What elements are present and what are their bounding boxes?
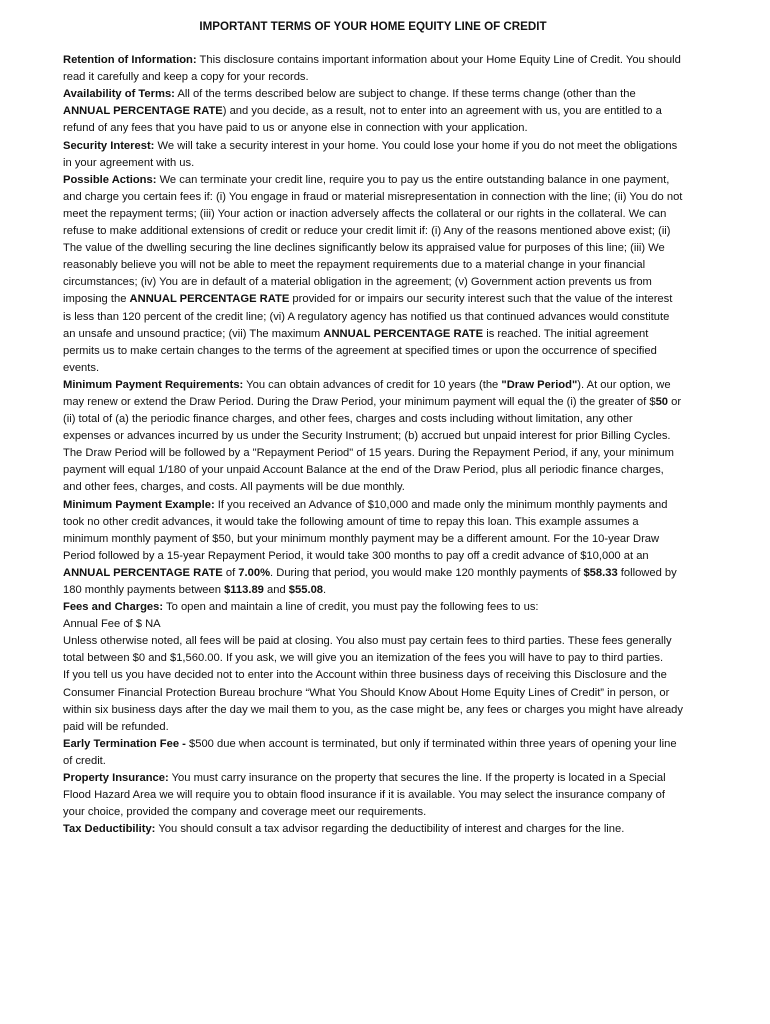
early-termination-text: $500 due when account is terminated, but only if terminated within three years of opening your line of credit. (63, 737, 677, 767)
minimum-payment-label: Minimum Payment Requirements: (63, 378, 244, 391)
apr-term: ANNUAL PERCENTAGE RATE (63, 105, 223, 118)
minimum-amount: 50 (655, 395, 669, 408)
early-termination-label: Early Termination Fee - (63, 737, 186, 750)
draw-period-term: "Draw Period" (501, 378, 578, 391)
availability-section (63, 86, 683, 137)
apr-term: ANNUAL PERCENTAGE RATE (323, 327, 484, 340)
example-payment-1: $58.33 (583, 566, 618, 579)
security-text: We will take a security interest in your home. You could lose your home if you do not meet the obligations in your agreement with us. (63, 139, 678, 169)
minimum-payment-text-3: or (ii) total of (a) the periodic finance charges, and other fees, charges and costs including without limitation, any other expenses or advances incurred by us under the Security Instrument; (b) accrued but unpaid interest for prior Billing Cycles. The Draw Period will be followed by a "Repayment Period" of 15 years. During the Repayment Period, if any, your minimum payment will equal 1/180 of your unpaid Account Balance at the end of the Draw Period, plus all periodic finance charges, and other fees, charges, and costs. All payments will be due monthly. (63, 395, 682, 494)
payment-example-text-3: . During that period, you would make 120 monthly payments of (270, 566, 584, 579)
minimum-payment-text-2: ). At our option, we may renew or extend the Draw Period. During the Draw Period, your minimum payment will equal the (i) the greater of $ (63, 378, 671, 408)
minimum-payment-section (63, 377, 683, 497)
availability-text-1: All of the terms described below are subject to change. If these terms change (other than the (174, 88, 636, 101)
apr-term: ANNUAL PERCENTAGE RATE (129, 293, 290, 306)
retention-section (63, 52, 683, 86)
fees-section (63, 599, 683, 616)
payment-example-text-5: and (263, 584, 289, 596)
fees-label: Fees and Charges: (63, 601, 164, 614)
retention-label: Retention of Information: (63, 54, 197, 67)
refund-paragraph: If you tell us you have decided not to enter into the Account within three business days of receiving this Disclosure and the Consumer Financial Protection Bureau brochure “What You Should Know About Home Equity Lines of Credit” in person, or within six business days after the day we mail them to you, as the case might be, any fees or charges you might have already paid will be refunded. (63, 669, 683, 733)
payment-example-text-2: of (222, 566, 239, 579)
example-rate: 7.00% (238, 566, 271, 579)
example-payment-2: $113.89 (224, 584, 264, 596)
payment-example-label: Minimum Payment Example: (63, 498, 215, 511)
possible-actions-text-2: provided for or impairs our security interest such that the value of the interest is less than 120 percent of the credit line; (vi) A regulatory agency has notified us that continued advances would constitute an unsafe and unsound practice; (vii) The maximum (63, 293, 673, 340)
security-label: Security Interest: (63, 139, 155, 152)
retention-text: This disclosure contains important information about your Home Equity Line of Credit. You should read it carefully and keep a copy for your records. (63, 54, 681, 84)
security-section (63, 138, 683, 172)
closing-fees-paragraph: Unless otherwise noted, all fees will be paid at closing. You also must pay certain fees to third parties. These fees generally total between $0 and $1,560.00. If you ask, we will give you an itemization of the fees you will have to pay to third parties. (63, 635, 672, 665)
availability-label: Availability of Terms: (63, 88, 175, 101)
minimum-payment-text-1: You can obtain advances of credit for 10 years (the (243, 378, 502, 391)
possible-actions-label: Possible Actions: (63, 173, 157, 186)
possible-actions-text-1: We can terminate your credit line, require you to pay us the entire outstanding balance in one payment, and charge you certain fees if: (i) You engage in fraud or material misrepresentation in connection with the line; (ii) You do not meet the repayment terms; (iii) Your action or inaction adversely affects the collateral or our rights in the collateral. We can refuse to make additional extensions of credit or reduce your credit limit if: (i) Any of the reasons mentioned above exist; (ii) The value of the dwelling securing the line declines significantly below its appraised value for purposes of this line; (iii) We reasonably believe you will not be able to meet the repayment requirements due to a material change in your financial circumstances; (iv) You are in default of a material obligation in the agreement; (v) Government action prevents us from imposing the (63, 173, 683, 306)
possible-actions-text-3: is reached. The initial agreement permits us to make certain changes to the terms of the agreement at specified times or upon the occurrence of specified events. (63, 327, 657, 374)
tax-deductibility-section (63, 821, 683, 838)
possible-actions-section (63, 172, 683, 377)
early-termination-section (63, 736, 683, 770)
tax-deductibility-text: You should consult a tax advisor regarding the deductibility of interest and charges for the line. (155, 823, 625, 836)
payment-example-text-4: followed by 180 monthly payments between (63, 566, 677, 596)
page-title: IMPORTANT TERMS OF YOUR HOME EQUITY LINE OF CREDIT (199, 20, 547, 33)
property-insurance-section (63, 770, 683, 821)
disclosure-page (63, 18, 683, 838)
tax-deductibility-label: Tax Deductibility: (63, 823, 156, 836)
property-insurance-text: You must carry insurance on the property that secures the line. If the property is located in a Special Flood Hazard Area we will require you to obtain flood insurance if it is available. You may select the insurance company of your choice, provided the company and coverage meet our requirements. (63, 772, 666, 819)
example-payment-3: $55.08 (288, 584, 324, 596)
property-insurance-label: Property Insurance: (63, 772, 169, 785)
apr-term: ANNUAL PERCENTAGE RATE (63, 566, 223, 579)
fees-text: To open and maintain a line of credit, you must pay the following fees to us: (163, 601, 539, 614)
annual-fee-line: Annual Fee of $ NA (63, 618, 161, 631)
payment-example-text-6: . (323, 584, 327, 596)
payment-example-section (63, 497, 683, 600)
availability-text-2: ) and you decide, as a result, not to enter into an agreement with us, you are entitled to a refund of any fees that you have paid to us or anyone else in connection with your application. (63, 105, 662, 135)
payment-example-text-1: If you received an Advance of $10,000 and made only the minimum monthly payments and took no other credit advances, it would take the following amount of time to repay this loan. This example assumes a minimum monthly payment of $50, but your minimum monthly payment may be a different amount. For the 10-year Draw Period followed by a 15-year Repayment Period, it would take 300 months to pay off a credit advance of $10,000 at an (63, 498, 668, 562)
